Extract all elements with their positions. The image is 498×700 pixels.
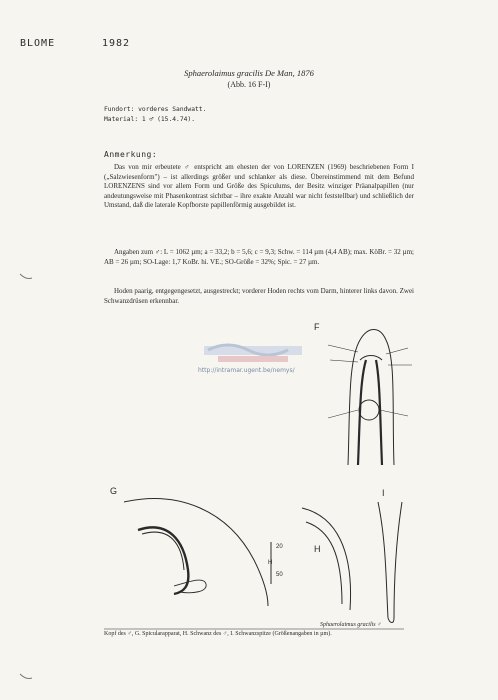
paragraph-measurements: Angaben zum ♂: L = 1062 µm; a = 33,2; b = 5,6; c = 9,3; Schw. = 114 µm (4,4 AB); max. KöBr. = 32 µm; AB = 26 µm; SO-Lage: 1,7 KoBr. hi. VE.; SO-Größe = 32%; Spic. = 27 µm.: [104, 248, 414, 266]
scale-label-bottom: 50: [276, 572, 283, 578]
binder-marks: [18, 270, 38, 690]
figure-f-head: [318, 320, 428, 470]
caption-reference: Sphaerolaimus gracilis ♂: [320, 622, 382, 628]
species-title: Sphaerolaimus gracilis De Man, 1876: [184, 68, 314, 78]
year-header: 1982: [102, 38, 131, 49]
figure-label-g: G: [110, 486, 118, 496]
figure-h-tail: [296, 500, 366, 620]
figure-label-f: F: [314, 322, 320, 332]
figure-label-h: H: [314, 544, 321, 554]
author-header: BLOME: [20, 38, 56, 49]
fundort-line: Fundort: vorderes Sandwatt.: [104, 106, 207, 113]
watermark-url: http://intramar.ugent.be/nemys/: [198, 367, 295, 374]
figure-i-tail-tip: [372, 500, 412, 630]
section-heading: Anmerkung:: [104, 150, 158, 159]
paragraph-remark: Das von mir erbeutete ♂ entspricht am ehesten der von LORENZEN (1969) beschriebenen Form I („Salzwiesenform") – ist allerdings größer und schlanker als diese. Übereinstimmend mit dem Befund LORENZENS sind vor allem Form und Größe des Spiculums, der Besitz winziger Präanalpapillen (nur andeutungsweise mit Phasenkontrast sichtbar – ihre exakte Anzahl war nicht feststellbar) und schließlich der Umstand, daß die laterale Kopfborste papillenförmig ausgebildet ist.: [104, 163, 414, 209]
watermark-logo: [198, 338, 308, 366]
figure-label-i: I: [382, 488, 385, 498]
paragraph-testes: Hoden paarig, entgegengesetzt, ausgestreckt; vorderer Hoden rechts vom Darm, hinterer links davon. Zwei Schwanzdrüsen erkennbar.: [104, 287, 414, 305]
figure-caption: Kopf des ♂, G. Spicularapparat, H. Schwanz des ♂, I. Schwanzspitze (Größenangaben in µm).: [104, 631, 332, 637]
figure-reference: (Abb. 16 F-I): [227, 80, 271, 89]
scale-label-letter: H: [268, 560, 273, 566]
material-line: Material: 1 ♂ (15.4.74).: [104, 116, 195, 123]
scale-label-top: 20: [276, 544, 283, 550]
